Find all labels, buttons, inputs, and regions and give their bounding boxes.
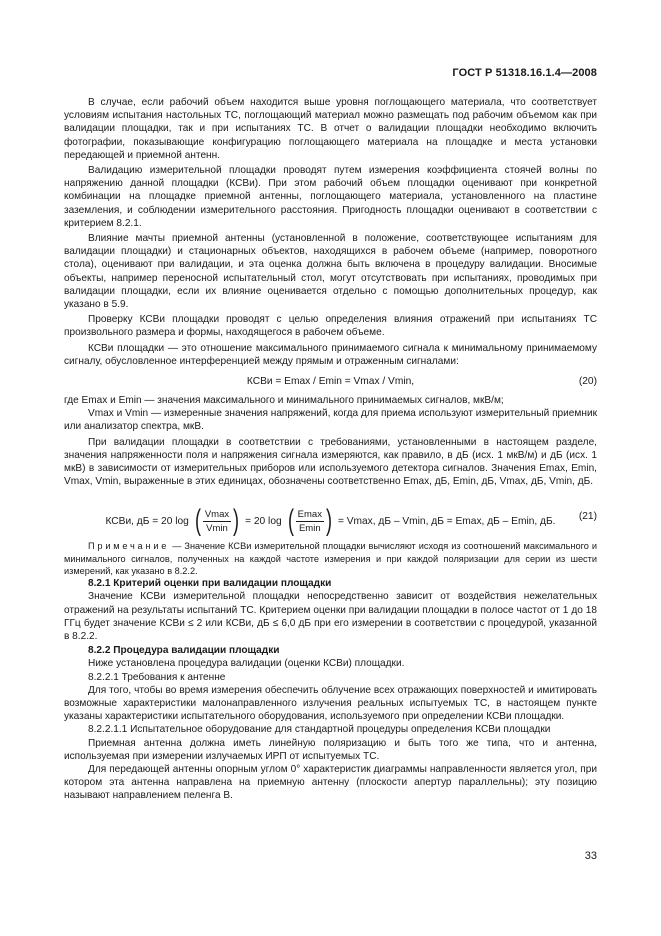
fraction-e-top: Emax xyxy=(297,508,322,520)
fraction-v: ( Vmax Vmin ) xyxy=(194,504,240,538)
note-label: Примечание xyxy=(88,541,170,552)
formula-21-number: (21) xyxy=(578,511,597,523)
note-text: — Значение КСВи измерительной площадки вычисляют исходя из соотношений максимального и минимального сигналов, полученных на каждой частоте измерения и при каждой поляризации для серии из шести измерений, как указано в 8.2.2. xyxy=(64,541,597,576)
paragraph: 8.2.2.1 Требования к антенне xyxy=(88,671,226,683)
paragraph: Для того, чтобы во время измерения обеспечить облучение всех отражающих поверхностей и имитировать возможные характеристики малонаправленного излучения реальных испытуемых ТС, в настоящем пункте указаны характеристики испытательного оборудования, используемого при определении КСВи площадки. xyxy=(64,684,597,723)
formula-20-number: (20) xyxy=(578,376,597,388)
note xyxy=(64,540,597,577)
page-content xyxy=(64,96,597,803)
paragraph: где Emax и Emin — значения максимального и минимального принимаемых сигналов, мкВ/м; xyxy=(64,395,504,407)
page-number: 33 xyxy=(584,850,597,862)
paragraph: При валидации площадки в соответствии с требованиями, установленными в настоящем разделе, значения напряженности поля и напряжения сигнала измеряются, как правило, в дБ (исх. 1 мкВ/м) и дБ (исх. 1 мкВ) в зависимости от измерительных приборов или используемого детектора сигналов. Значения Emax, Emin, Vmax, Vmin, выраженные в этих единицах, обозначены соответственно Emax, дБ, Emin, дБ, Vmax, дБ, Vmin, дБ. xyxy=(64,436,597,488)
formula-21-part-b: = 20 log xyxy=(245,515,282,527)
fraction-e: ( Emax Emin ) xyxy=(287,504,332,538)
paragraph: Ниже установлена процедура валидации (оценки КСВи) площадки. xyxy=(88,658,405,670)
section-heading-8-2-1: 8.2.1 Критерий оценки при валидации площадки xyxy=(88,578,332,590)
section-heading-8-2-2: 8.2.2 Процедура валидации площадки xyxy=(88,645,280,657)
paragraph: Валидацию измерительной площадки проводят путем измерения коэффициента стоячей волны по напряжению данной площадки (КСВи). При этом рабочий объем площадки оценивают при конкретной комбинации на площадке приемной антенны, поглощающего материала, установленного на пластине заземления, и соблюдении измерительного расстояния. Пригодность площадки оценивают в соответствии с критерием 8.2.1. xyxy=(64,165,597,229)
standard-header: ГОСТ Р 51318.16.1.4—2008 xyxy=(452,67,597,79)
paragraph: Значение КСВи измерительной площадки непосредственно зависит от воздействия нежелательных отражений на результаты испытаний ТС. Критерием оценки при валидации площадки в полосе частот от 1 до 18 ГГц будет значение КСВи ≤ 2 или КСВи, дБ ≤ 6,0 дБ при его измерении в соответствии с процедурой, указанной в 8.2.2. xyxy=(64,591,597,642)
paragraph: 8.2.2.1.1 Испытательное оборудование для стандартной процедуры определения КСВи площадки xyxy=(88,724,551,736)
fraction-v-top: Vmax xyxy=(204,508,230,520)
paragraph: Влияние мачты приемной антенны (установленной в положение, соответствующее испытаниям для валидации площадки) и стационарных объектов, находящихся в рабочем объеме (например, поворотного стола), оценивают при валидации, и эта оценка должна быть включена в процедуру валидации. Вносимые объекты, например переносной испытательный стол, могут отсутствовать при испытаниях, проводимых при валидации площадки, если их влияние оценивается отдельно с помощью дополнительных процедур, как указано в 5.9. xyxy=(64,233,597,311)
formula-20-expression: КСВи = Emax / Emin = Vmax / Vmin, xyxy=(246,376,415,388)
paragraph: Приемная антенна должна иметь линейную поляризацию и быть того же типа, что и антенна, используемая при измерении излучаемых ИРП от испытуемых ТС. xyxy=(64,737,597,762)
paragraph: Vmax и Vmin — измеренные значения напряжений, когда для приема используют измерительный приемник или анализатор спектра, мкВ. xyxy=(64,408,597,433)
formula-21-part-c: = Vmax, дБ – Vmin, дБ = Emax, дБ – Emin, дБ. xyxy=(337,515,556,527)
fraction-e-bottom: Emin xyxy=(298,522,321,534)
formula-21-expression xyxy=(64,506,597,536)
fraction-v-bottom: Vmin xyxy=(206,522,228,534)
paragraph: В случае, если рабочий объем находится выше уровня поглощающего материала, что соответствует условиям испытания настольных ТС, поглощающий материал можно размещать под рабочим объемом как при валидации площадки, так и при испытаниях ТС. В отчет о валидации площадки необходимо включить фотографии, показывающие конфигурацию поглощающего материала на площадке и места установки передающей и приемной антенн. xyxy=(64,97,597,161)
paragraph: Для передающей антенны опорным углом 0° характеристик диаграммы направленности является угол, при котором эта антенна направлена на приемную антенну (плоскости апертур параллельны); эту позицию называют направлением пеленга B. xyxy=(64,763,597,802)
formula-21-part-a: КСВи, дБ = 20 log xyxy=(105,515,189,527)
paragraph: Проверку КСВи площадки проводят с целью определения влияния отражений при испытаниях ТС произвольного размера и формы, находящегося в рабочем объеме. xyxy=(64,314,597,339)
formula-20 xyxy=(64,368,597,394)
paragraph: КСВи площадки — это отношение максимального принимаемого сигнала к минимальному принимаемому сигналу, обусловленное интерференцией между прямым и отраженным сигналами: xyxy=(64,342,597,367)
formula-21 xyxy=(64,494,597,540)
